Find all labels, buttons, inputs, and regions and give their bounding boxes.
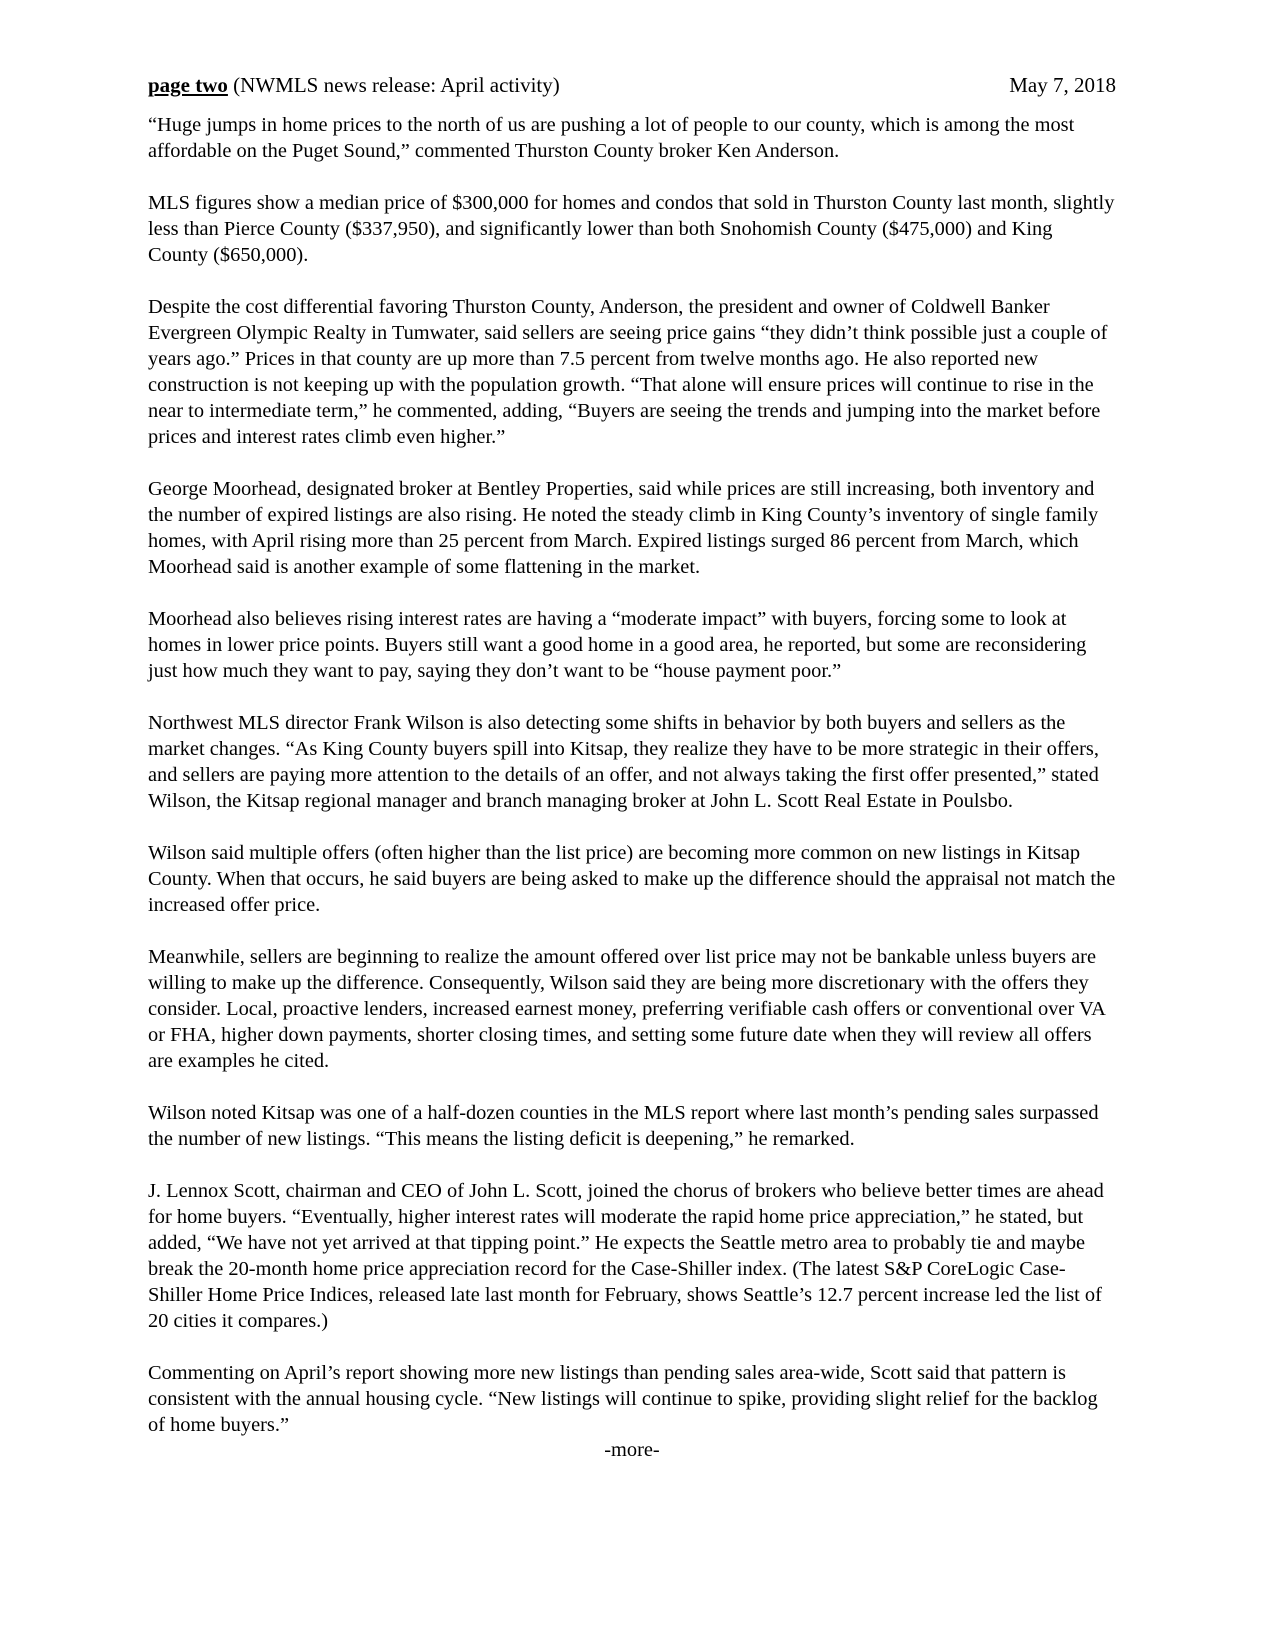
header-left	[148, 72, 560, 98]
release-date: May 7, 2018	[1009, 73, 1116, 97]
document-page	[148, 72, 1116, 1462]
continued-marker: -more-	[604, 1439, 660, 1461]
release-subtitle: (NWMLS news release: April activity)	[233, 73, 560, 97]
paragraph: Northwest MLS director Frank Wilson is also detecting some shifts in behavior by both buyers and sellers as the market changes. “As King County buyers spill into Kitsap, they realize they have to be more strategic in their offers, and sellers are paying more attention to the details of an offer, and not always taking the first offer presented,” stated Wilson, the Kitsap regional manager and branch managing broker at John L. Scott Real Estate in Poulsbo.	[148, 712, 1099, 812]
paragraph: Meanwhile, sellers are beginning to realize the amount offered over list price may not be bankable unless buyers are willing to make up the difference. Consequently, Wilson said they are being more discretionary with the offers they consider. Local, proactive lenders, increased earnest money, preferring verifiable cash offers or conventional over VA or FHA, higher down payments, shorter closing times, and setting some future date when they will review all offers are examples he cited.	[148, 946, 1105, 1072]
paragraph: Commenting on April’s report showing more new listings than pending sales area-wide, Scott said that pattern is consistent with the annual housing cycle. “New listings will continue to spike, providing slight relief for the backlog of home buyers.”	[148, 1362, 1098, 1436]
paragraph: George Moorhead, designated broker at Bentley Properties, said while prices are still increasing, both inventory and the number of expired listings are also rising. He noted the steady climb in King County’s inventory of single family homes, with April rising more than 25 percent from March. Expired listings surged 86 percent from March, which Moorhead said is another example of some flattening in the market.	[148, 478, 1099, 578]
paragraph: “Huge jumps in home prices to the north of us are pushing a lot of people to our county, which is among the most affordable on the Puget Sound,” commented Thurston County broker Ken Anderson.	[148, 114, 1075, 162]
paragraph: J. Lennox Scott, chairman and CEO of John L. Scott, joined the chorus of brokers who believe better times are ahead for home buyers. “Eventually, higher interest rates will moderate the rapid home price appreciation,” he stated, but added, “We have not yet arrived at that tipping point.” He expects the Seattle metro area to probably tie and maybe break the 20-month home price appreciation record for the Case-Shiller index. (The latest S&P CoreLogic Case-Shiller Home Price Indices, released late last month for February, shows Seattle’s 12.7 percent increase led the list of 20 cities it compares.)	[148, 1180, 1104, 1332]
paragraph: Despite the cost differential favoring Thurston County, Anderson, the president and owner of Coldwell Banker Evergreen Olympic Realty in Tumwater, said sellers are seeing price gains “they didn’t think possible just a couple of years ago.” Prices in that county are up more than 7.5 percent from twelve months ago. He also reported new construction is not keeping up with the population growth. “That alone will ensure prices will continue to rise in the near to intermediate term,” he commented, adding, “Buyers are seeing the trends and jumping into the market before prices and interest rates climb even higher.”	[148, 296, 1108, 448]
page-header	[148, 72, 1116, 98]
page-label: page two	[148, 73, 228, 97]
paragraph: Wilson said multiple offers (often higher than the list price) are becoming more common on new listings in Kitsap County. When that occurs, he said buyers are being asked to make up the difference should the appraisal not match the increased offer price.	[148, 842, 1116, 916]
paragraph: Wilson noted Kitsap was one of a half-dozen counties in the MLS report where last month’s pending sales surpassed the number of new listings. “This means the listing deficit is deepening,” he remarked.	[148, 1102, 1099, 1150]
paragraph: Moorhead also believes rising interest rates are having a “moderate impact” with buyers, forcing some to look at homes in lower price points. Buyers still want a good home in a good area, he reported, but some are reconsidering just how much they want to pay, saying they don’t want to be “house payment poor.”	[148, 608, 1087, 682]
paragraph: MLS figures show a median price of $300,000 for homes and condos that sold in Thurston County last month, slightly less than Pierce County ($337,950), and significantly lower than both Snohomish County ($475,000) and King County ($650,000).	[148, 192, 1115, 266]
